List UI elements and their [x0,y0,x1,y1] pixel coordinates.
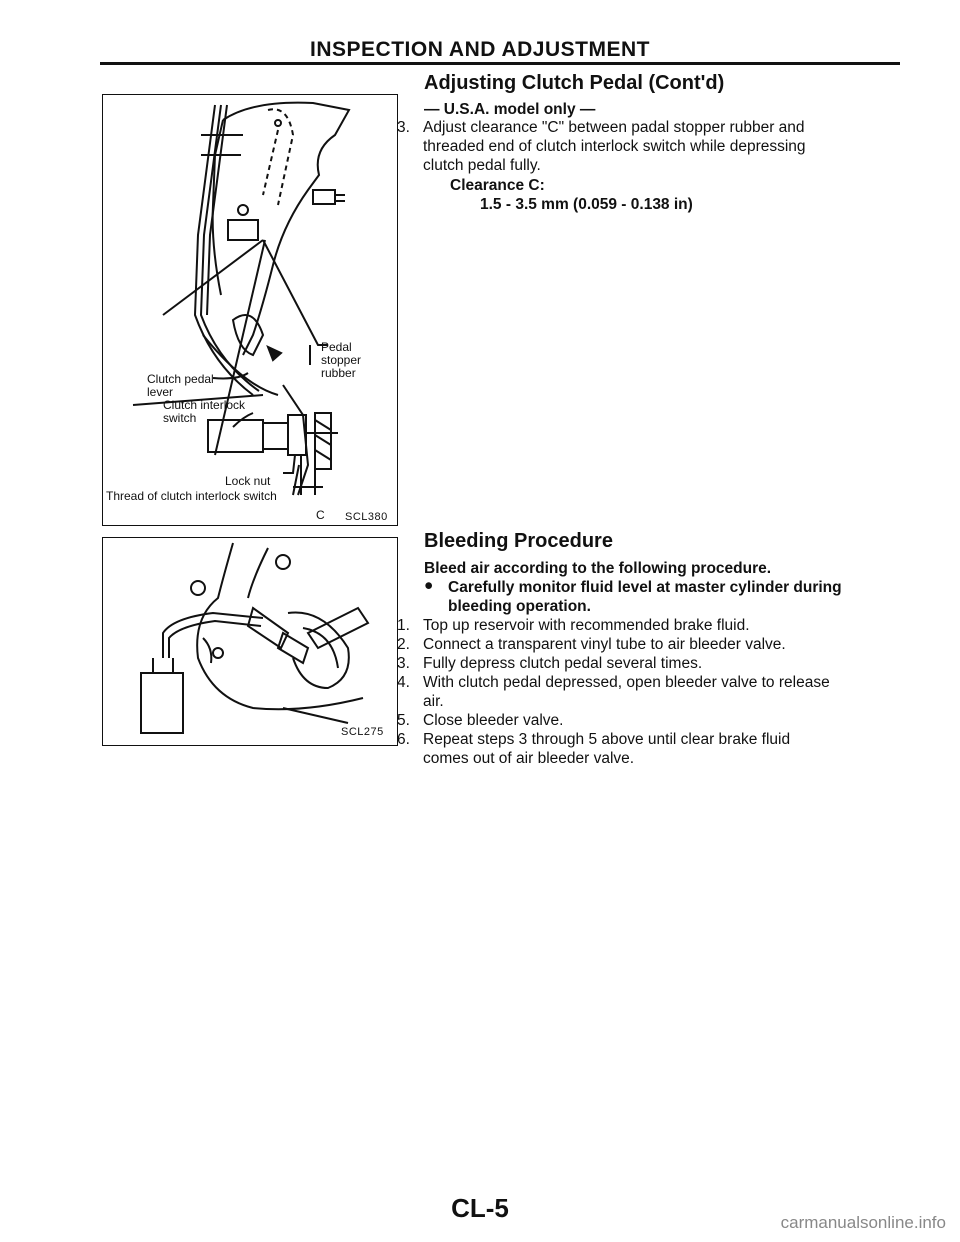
adjust-step-number: 3. [397,119,410,136]
section-title-adjusting-clutch-pedal: Adjusting Clutch Pedal (Cont'd) [424,72,725,94]
bleeder-illustration [103,538,398,746]
clearance-label: Clearance C: [450,177,545,194]
step-number: 1. [397,617,410,634]
step-text: Top up reservoir with recommended brake fluid. [423,617,750,634]
step-number: 5. [397,712,410,729]
step-text-line-2: comes out of air bleeder valve. [423,750,635,767]
bleeding-bullet-line-1: Carefully monitor fluid level at master cylinder during [448,579,842,596]
bleeding-step-5 [397,711,907,730]
adjust-step-line-1: Adjust clearance "C" between padal stopper rubber and [423,119,805,136]
bleeding-bullet-dot: ● [424,577,434,594]
step-text: Close bleeder valve. [423,712,564,729]
adjust-step-3 [397,118,907,178]
usa-model-note: — U.S.A. model only — [424,101,596,118]
step-text-line-1: With clutch pedal depressed, open bleeder valve to release [423,674,830,691]
bleeding-step-4 [397,673,907,711]
clearance-value: 1.5 - 3.5 mm (0.059 - 0.138 in) [480,196,693,213]
step-text-line-2: air. [423,693,444,710]
bleeding-step-3 [397,654,907,673]
figure2-code: SCL275 [341,726,384,738]
page-header-title: INSPECTION AND ADJUSTMENT [310,38,650,61]
page-number: CL-5 [451,1193,509,1223]
step-text: Connect a transparent vinyl tube to air bleeder valve. [423,636,786,653]
bleeding-bullet-line-2: bleeding operation. [448,598,591,615]
figure-clutch-pedal-adjustment [102,94,398,526]
step-number: 4. [397,674,410,691]
label-thread: Thread of clutch interlock switch [106,489,277,503]
clutch-pedal-illustration [103,95,398,526]
step-number: 2. [397,636,410,653]
bleeding-intro: Bleed air according to the following procedure. [424,560,772,577]
bleeding-step-1 [397,616,907,635]
bleeding-step-6 [397,730,907,768]
adjust-step-line-3: clutch pedal fully. [423,157,541,174]
header-rule [100,62,900,65]
label-pedal-stopper-rubber: Pedal stopper rubber [321,340,362,380]
step-number: 3. [397,655,410,672]
figure-bleeder [102,537,398,746]
adjust-step-line-2: threaded end of clutch interlock switch while depressing [423,138,806,155]
label-clutch-interlock-switch: Clutch interlock switch [163,398,246,425]
watermark-link[interactable]: carmanualsonline.info [780,1213,946,1232]
figure1-code: SCL380 [345,511,388,523]
label-c: C [316,508,325,522]
label-lock-nut: Lock nut [225,474,271,488]
step-text-line-1: Repeat steps 3 through 5 above until clear brake fluid [423,731,791,748]
step-text: Fully depress clutch pedal several times. [423,655,703,672]
step-number: 6. [397,731,410,748]
label-clutch-pedal-lever: Clutch pedal lever [147,372,214,399]
bleeding-step-2 [397,635,907,654]
section-title-bleeding-procedure: Bleeding Procedure [424,530,613,552]
